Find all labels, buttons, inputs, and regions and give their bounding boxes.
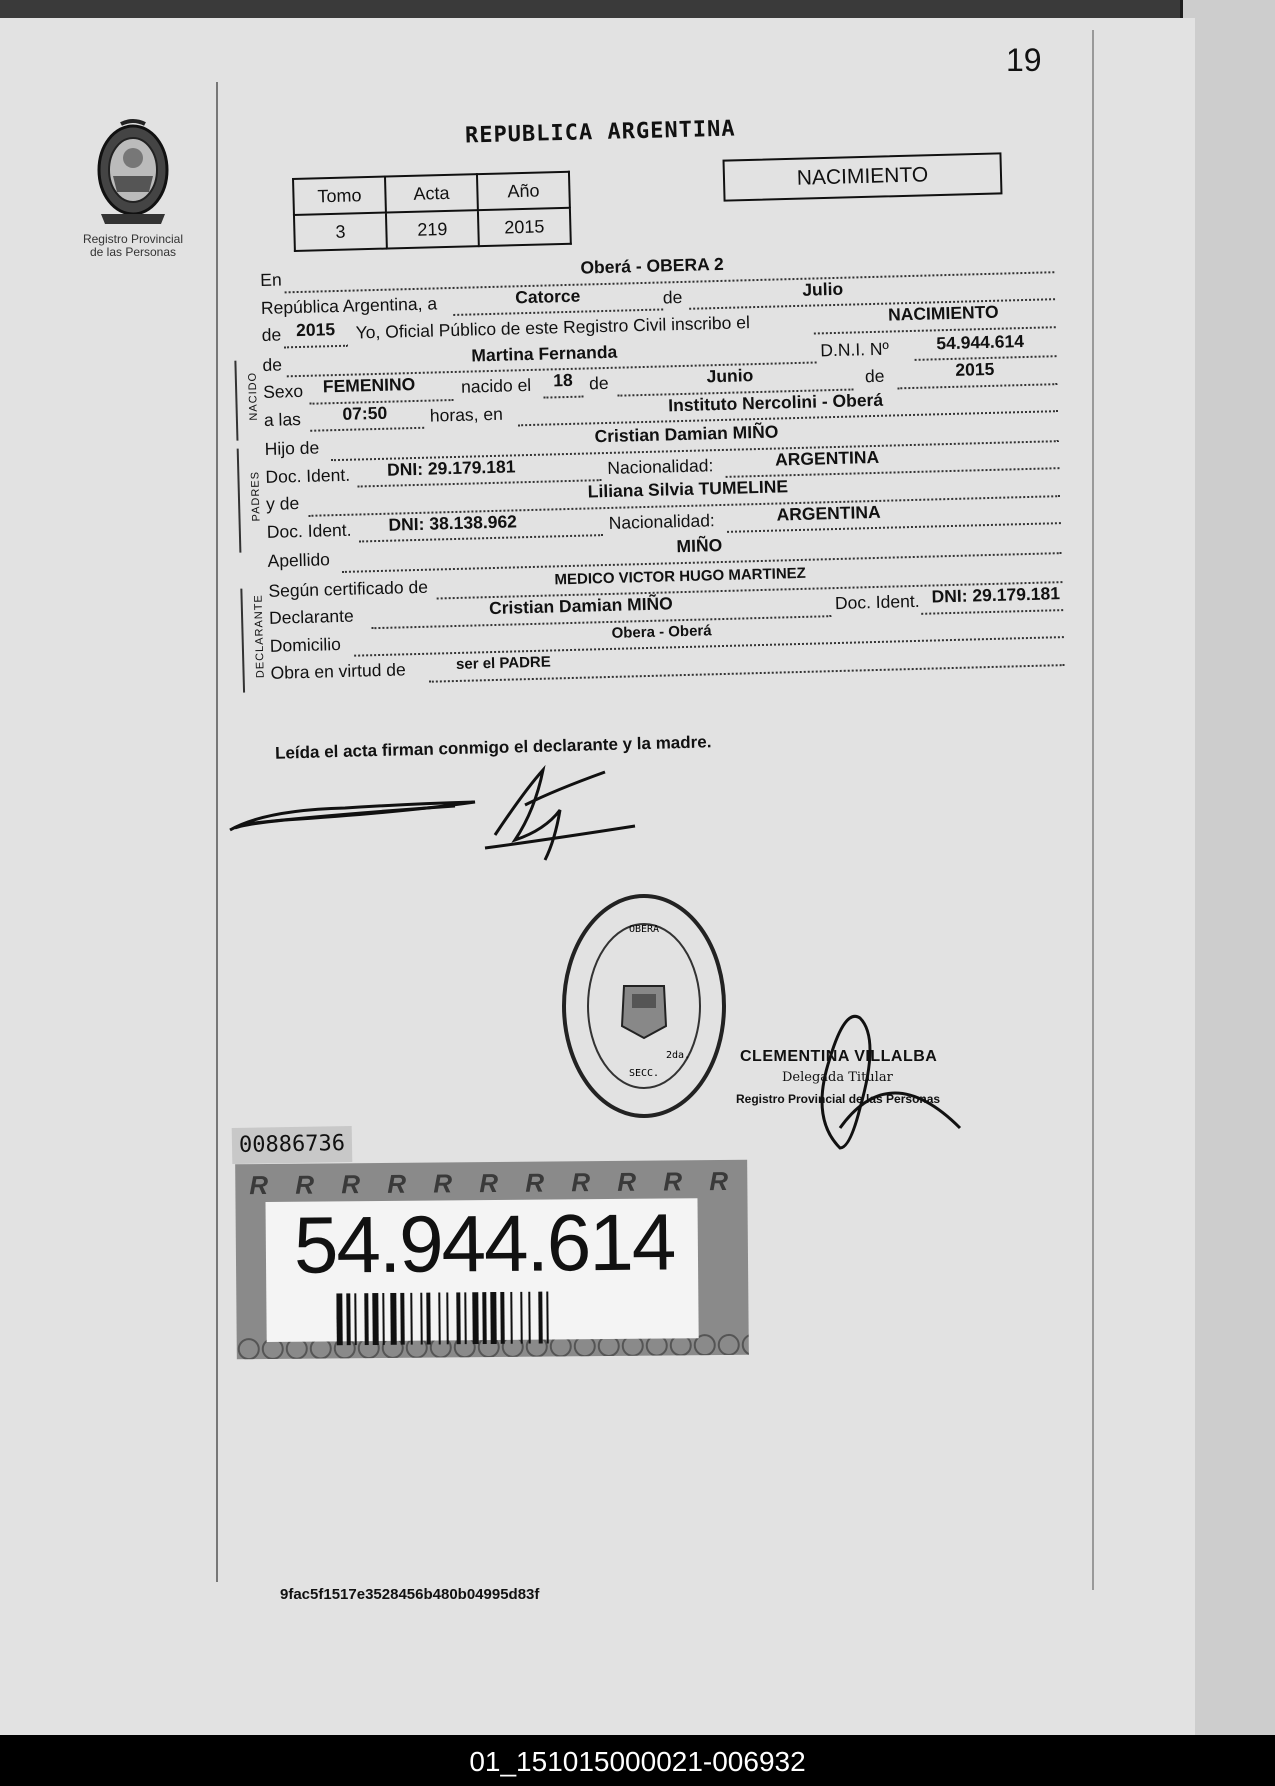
barcode-bar [456,1292,460,1344]
sticker-pattern-letter: R [433,1168,453,1199]
barcode-bar [510,1292,512,1344]
barcode-bar [528,1292,530,1344]
sticker-pattern-swirl [239,1339,259,1359]
sticker-pattern-letter: R [249,1169,269,1201]
barcode-icon [336,1291,636,1346]
father-doc-value: DNI: 29.179.181 [386,455,516,480]
sticker-dni-number: 54.944.614 [293,1197,675,1290]
hijo-label: Hijo de [264,437,320,459]
document-title: REPUBLICA ARGENTINA [464,116,736,149]
nacionalidad-label: Nacionalidad: [608,509,716,533]
barcode-bar [546,1292,548,1344]
day-value: Catorce [514,285,581,307]
nacionalidad-label: Nacionalidad: [607,454,714,478]
de-label: de [864,365,885,387]
yde-label: y de [265,493,300,514]
barcode-bar [336,1293,342,1345]
certificate-form [222,248,1068,690]
declarant-signature [485,770,635,860]
barcode-bar [372,1293,378,1345]
declarant-name-value: Cristian Damian MIÑO [488,593,674,619]
registrar-signature [800,998,970,1158]
signatures [225,760,645,880]
domicile-value: Obera - Oberá [611,621,712,642]
barcode-bar [346,1293,350,1345]
child-name-value: Martina Fernanda [471,341,618,365]
sticker-label [265,1198,698,1342]
birth-month-value: Junio [706,365,754,387]
dotted-line [543,395,583,398]
de-label: de [588,372,609,394]
tomo-header: Tomo [293,177,386,215]
document-hash: 9fac5f1517e3528456b480b04995d83f [280,1586,540,1603]
registrar-name: CLEMENTINA VILLALBA [740,1048,938,1065]
sticker-pattern-swirl [743,1335,749,1355]
de-label: de [262,353,283,375]
month-value: Julio [802,278,844,300]
doc-label: Doc. Ident. [266,519,352,542]
en-label: En [260,269,282,290]
barcode-bar [426,1293,430,1345]
barcode-bar [410,1293,412,1345]
child-dni-value: 54.944.614 [936,330,1025,353]
barcode-bar [520,1292,522,1344]
year-value: 2015 [295,319,336,341]
sticker-pattern-letter: R [617,1166,637,1197]
province-logo [58,118,208,259]
dni-sticker [235,1160,749,1359]
sticker-pattern-letter: R [663,1166,683,1197]
declarante-section [230,559,1068,691]
control-number: 00886736 [232,1126,353,1164]
barcode-bar [538,1292,542,1344]
birth-year-value: 2015 [955,358,995,380]
mother-name-value: Liliana Silvia TUMELINE [587,476,789,502]
birth-time-value: 07:50 [342,402,388,424]
doc-label: Doc. Ident. [265,464,351,487]
nacido-label: nacido el [460,374,532,397]
registry-seal-icon [556,888,732,1124]
sticker-pattern-letter: R [525,1167,545,1198]
barcode-bar [446,1292,448,1344]
dni-label: D.N.I. Nº [820,338,890,360]
mother-doc-value: DNI: 38.138.962 [388,510,518,535]
mother-signature [230,802,475,830]
padres-section [226,417,1064,549]
barcode-bar [490,1292,496,1344]
seal-text-bottom: SECC. [628,1068,660,1079]
time-label: a las [263,408,302,430]
doc-label: Doc. Ident. [834,590,920,614]
barcode-bar [438,1292,440,1344]
father-nationality-value: ARGENTINA [774,446,880,470]
barcode-bar [464,1292,466,1344]
barcode-bar [420,1293,422,1345]
seal-text-right: 2da. [665,1050,691,1061]
surname-value: MIÑO [676,535,723,557]
right-margin-line [1092,30,1094,1590]
capacity-value: ser el PADRE [455,653,551,674]
sticker-pattern-letter: R [709,1165,729,1197]
sticker-pattern-letter: R [387,1168,407,1199]
barcode-bar [482,1292,486,1344]
sticker-pattern-letter: R [479,1167,499,1199]
closing-statement: Leída el acta firman conmigo el declarante y la madre. [274,732,712,763]
barcode-bar [400,1293,404,1345]
seal-text-top: OBERA [628,924,660,935]
horas-label: horas, en [429,403,504,426]
barcode-bar [500,1292,504,1344]
dotted-line [284,344,348,348]
register-value-row [294,208,571,251]
scanner-top-border [0,0,1275,18]
acta-value: 219 [386,210,479,248]
registrar-role: Delegada Titular [782,1070,893,1085]
barcode-bar [472,1292,478,1344]
register-table [292,171,572,252]
sticker-pattern-letter: R [571,1167,591,1198]
acta-header: Acta [385,174,478,212]
left-margin-line [216,82,218,1582]
registrar-org: Registro Provincial de las Personas [736,1092,941,1106]
certificate-value: MEDICO VICTOR HUGO MARTINEZ [554,564,807,588]
ano-value: 2015 [478,208,571,246]
ano-header: Año [477,172,570,210]
declarant-doc-value: DNI: 29.179.181 [931,583,1061,607]
apellido-label: Apellido [267,549,331,571]
sticker-pattern-letter: R [341,1169,361,1200]
de-label: de [261,324,282,345]
certificado-label: Según certificado de [268,576,429,601]
barcode-bar [354,1293,356,1345]
domicilio-label: Domicilio [269,633,342,656]
republica-label: República Argentina, a [260,292,438,318]
barcode-bar [390,1293,396,1345]
act-inscribed-value: NACIMIENTO [887,301,999,325]
sticker-pattern-swirl [719,1335,739,1355]
act-type-box: NACIMIENTO [722,152,1002,201]
barcode-bar [364,1293,368,1345]
birth-place-value: Instituto Nercolini - Oberá [667,389,884,415]
padres-section-label: PADRES [249,470,263,522]
de-label: de [662,286,683,307]
sex-value: FEMENINO [322,373,416,397]
declarante-label: Declarante [268,605,354,628]
sexo-label: Sexo [262,380,304,402]
registrar-block [736,1048,970,1148]
page-number: 19 [1006,42,1042,78]
nacido-section-label: NACIDO [246,371,260,421]
logo-caption: Registro Provincial de las Personas [82,232,184,259]
province-crest-icon [91,118,175,228]
obra-label: Obra en virtud de [270,659,406,683]
declarante-section-label: DECLARANTE [252,593,267,678]
mother-nationality-value: ARGENTINA [776,501,881,525]
official-text: Yo, Oficial Público de este Registro Civil inscribo el [355,312,751,343]
tomo-value: 3 [294,213,387,251]
place-value: Oberá - OBERA 2 [580,253,724,278]
father-name-value: Cristian Damian MIÑO [594,421,779,447]
birth-day-value: 18 [553,369,573,391]
file-identifier: 01_151015000021-006932 [469,1746,806,1777]
sticker-pattern-letter: R [295,1169,315,1200]
barcode-bar [382,1293,384,1345]
